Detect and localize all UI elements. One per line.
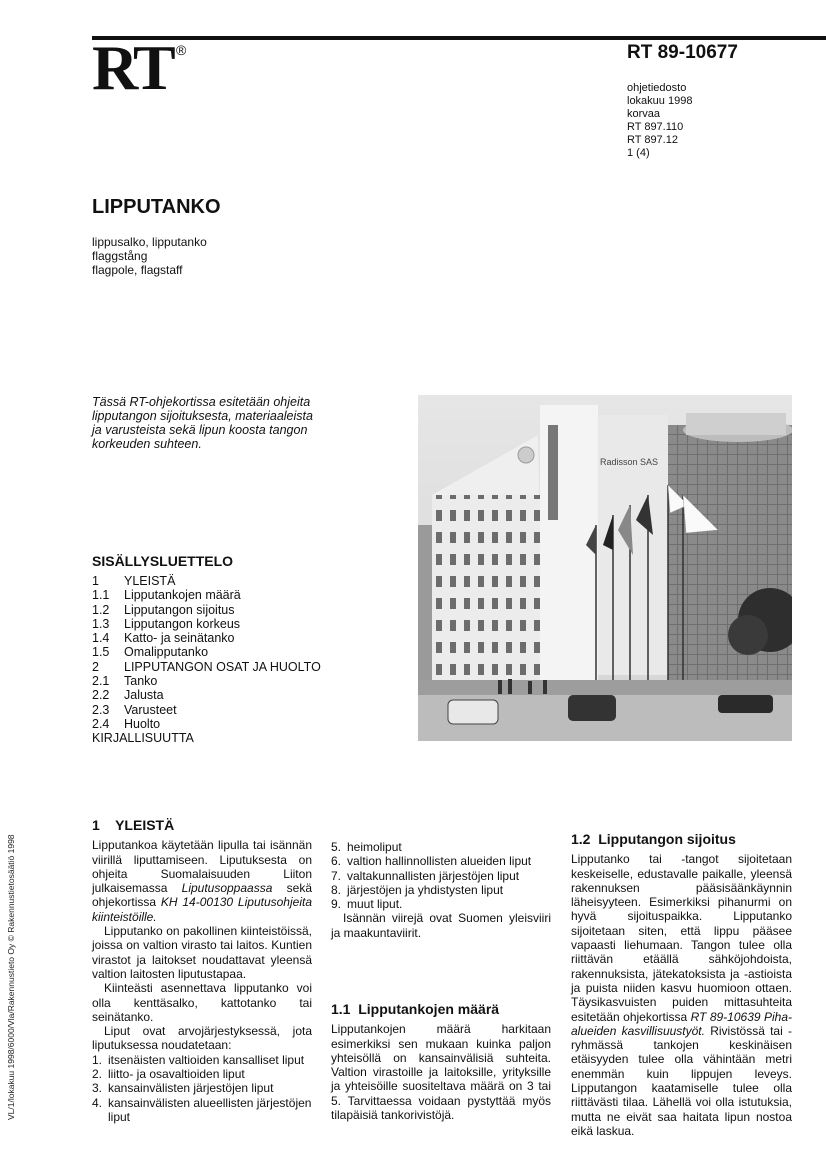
list-item: 6. valtion hallinnollisten alueiden liput <box>331 854 532 869</box>
list-item: 4. kansainvälisten alueellisten järjestöjen liput <box>92 1095 312 1124</box>
toc-item: 2.2 Jalusta <box>92 688 164 703</box>
section-1-paragraph: Kiinteästi asennettava lipputanko voi olla kenttäsalko, kattotanko tai seinätanko. <box>92 981 312 1024</box>
list-item: 3. kansainvälisten järjestöjen liput <box>92 1081 274 1096</box>
toc-item: KIRJALLISUUTTA <box>92 731 194 746</box>
synonyms <box>92 235 207 277</box>
meta-line: 1 (4) <box>627 147 650 159</box>
toc-heading: SISÄLLYSLUETTELO <box>92 553 234 569</box>
meta-line: RT 897.12 <box>627 134 678 146</box>
header-rule <box>92 36 826 40</box>
meta-line: lokakuu 1998 <box>627 95 693 107</box>
list-item: 7. valtakunnallisten järjestöjen liput <box>331 868 520 883</box>
page-title: LIPPUTANKO <box>92 196 221 218</box>
document-meta <box>627 82 692 160</box>
column-2 <box>331 840 551 940</box>
list-item: 8. järjestöjen ja yhdistysten liput <box>331 882 504 897</box>
toc-item: 2.1 Tanko <box>92 674 158 689</box>
section-1-1-heading: 1.1 Lipputankojen määrä <box>331 1001 500 1017</box>
section-1-2 <box>571 832 792 1138</box>
registered-mark: ® <box>176 42 187 58</box>
toc-item: 2.3 Varusteet <box>92 702 177 717</box>
building-sign: Radisson SAS <box>600 457 659 467</box>
synonym-line: flaggstång <box>92 249 148 263</box>
toc-item: 1.2 Lipputangon sijoitus <box>92 602 235 617</box>
column-1 <box>92 818 312 1124</box>
section-1-paragraph: Isännän viirejä ovat Suomen yleisviiri ja maakuntaviirit. <box>331 911 551 940</box>
intro-text: Tässä RT-ohjekortissa esitetään ohjeita lipputangon sijoituksesta, materiaaleista ja varusteista sekä lipun koosta tangon korkeuden suhteen. <box>92 395 313 451</box>
section-1-1 <box>331 1002 551 1122</box>
list-item: 1. itsenäisten valtioiden kansalliset liput <box>92 1052 305 1067</box>
meta-line: ohjetiedosto <box>627 82 687 94</box>
section-1-paragraph: Liput ovat arvojärjestyksessä, jota liputuksessa noudatetaan: <box>92 1024 312 1053</box>
synonym-line: flagpole, flagstaff <box>92 263 183 277</box>
toc-item: 2 LIPPUTANGON OSAT JA HUOLTO <box>92 659 321 674</box>
list-item: 2. liitto- ja osavaltioiden liput <box>92 1067 245 1082</box>
side-publication-note: VL/1/lokakuu 1998/6000/Vla/Rakennustieto Oy © Rakennustietosäätiö 1998 <box>6 834 16 1120</box>
photo-illustration <box>418 395 792 741</box>
toc-item: 1.4 Katto- ja seinätanko <box>92 631 235 646</box>
list-item: 5. heimoliput <box>331 840 402 854</box>
section-1-heading: 1 YLEISTÄ <box>92 817 175 833</box>
section-1-paragraph: Lipputanko on pakollinen kiinteistöissä, joissa on valtion virasto tai laitos. Kuntien virastot ja laitokset noudattavat yleensä valtion laitosten liputustapaa. <box>92 924 312 981</box>
rt-logo: RT <box>92 32 173 103</box>
building-photo <box>418 395 792 741</box>
section-1-2-paragraph: Lipputanko tai -tangot sijoitetaan keskeiselle, edustavalle paikalle, yleensä rakennuksen pääsisäänkäynnin läheisyyteen. Esimerkiksi pihanurmi on hyvä sijoituspaikka. Lipputanko sijoitetaan siten, että lippu pääsee vapaasti liehumaan. Tangon tulee olla riittävän etäällä sähköjohdoista, rakennuksista, jätekatoksista ja -astioista ja puista niiden kasvu huomioon ottaen. Täysikasvuisten puiden mittasuhteita esitetään ohjekortissa RT 89-10639 Piha-alueiden kasvillisuustyöt. Rivistössä tai -ryhmässä tankojen keskinäisen etäisyyden tulee olla vähintään metri enemmän kuin lippujen leveys. Lipputangon kaatamiselle tulee olla riittävästi tilaa. Lähellä voi olla istutuksia, mutta ne eivät saa haitata lipun nostoa eikä laskua. <box>571 852 792 1138</box>
synonym-line: lippusalko, lipputanko <box>92 235 207 249</box>
toc-item: 1 YLEISTÄ <box>92 574 176 588</box>
toc-item: 1.5 Omalipputanko <box>92 645 209 660</box>
meta-line: RT 897.110 <box>627 121 684 133</box>
section-1-1-paragraph: Lipputankojen määrä harkitaan esimerkiksi sen mukaan kuinka paljon yhteisöllä on kansainvälisiä suhteita. Valtion virastoille ja laitoksille, yrityksille ja yhteisöille suositeltava määrä on 3 tai 5. Tarvittaessa voidaan pystyttää myös tilapäisiä tankorivistöjä. <box>331 1022 551 1123</box>
toc-item: 1.1 Lipputankojen määrä <box>92 588 241 603</box>
meta-line: korvaa <box>627 108 661 120</box>
toc-item: 1.3 Lipputangon korkeus <box>92 616 241 631</box>
table-of-contents <box>92 574 321 746</box>
toc-item: 2.4 Huolto <box>92 716 161 731</box>
list-item: 9. muut liput. <box>331 897 403 912</box>
document-number: RT 89-10677 <box>627 42 738 63</box>
section-1-2-heading: 1.2 Lipputangon sijoitus <box>571 831 736 847</box>
section-1-paragraph: Lipputankoa käytetään lipulla tai isännän viirillä liputtamiseen. Liputuksesta on ohjeita Suomalaisuuden Liiton julkaisemassa Liputusoppaassa sekä ohjekortissa KH 14-00130 Liputusohjeita kiinteistöille. <box>92 838 313 924</box>
